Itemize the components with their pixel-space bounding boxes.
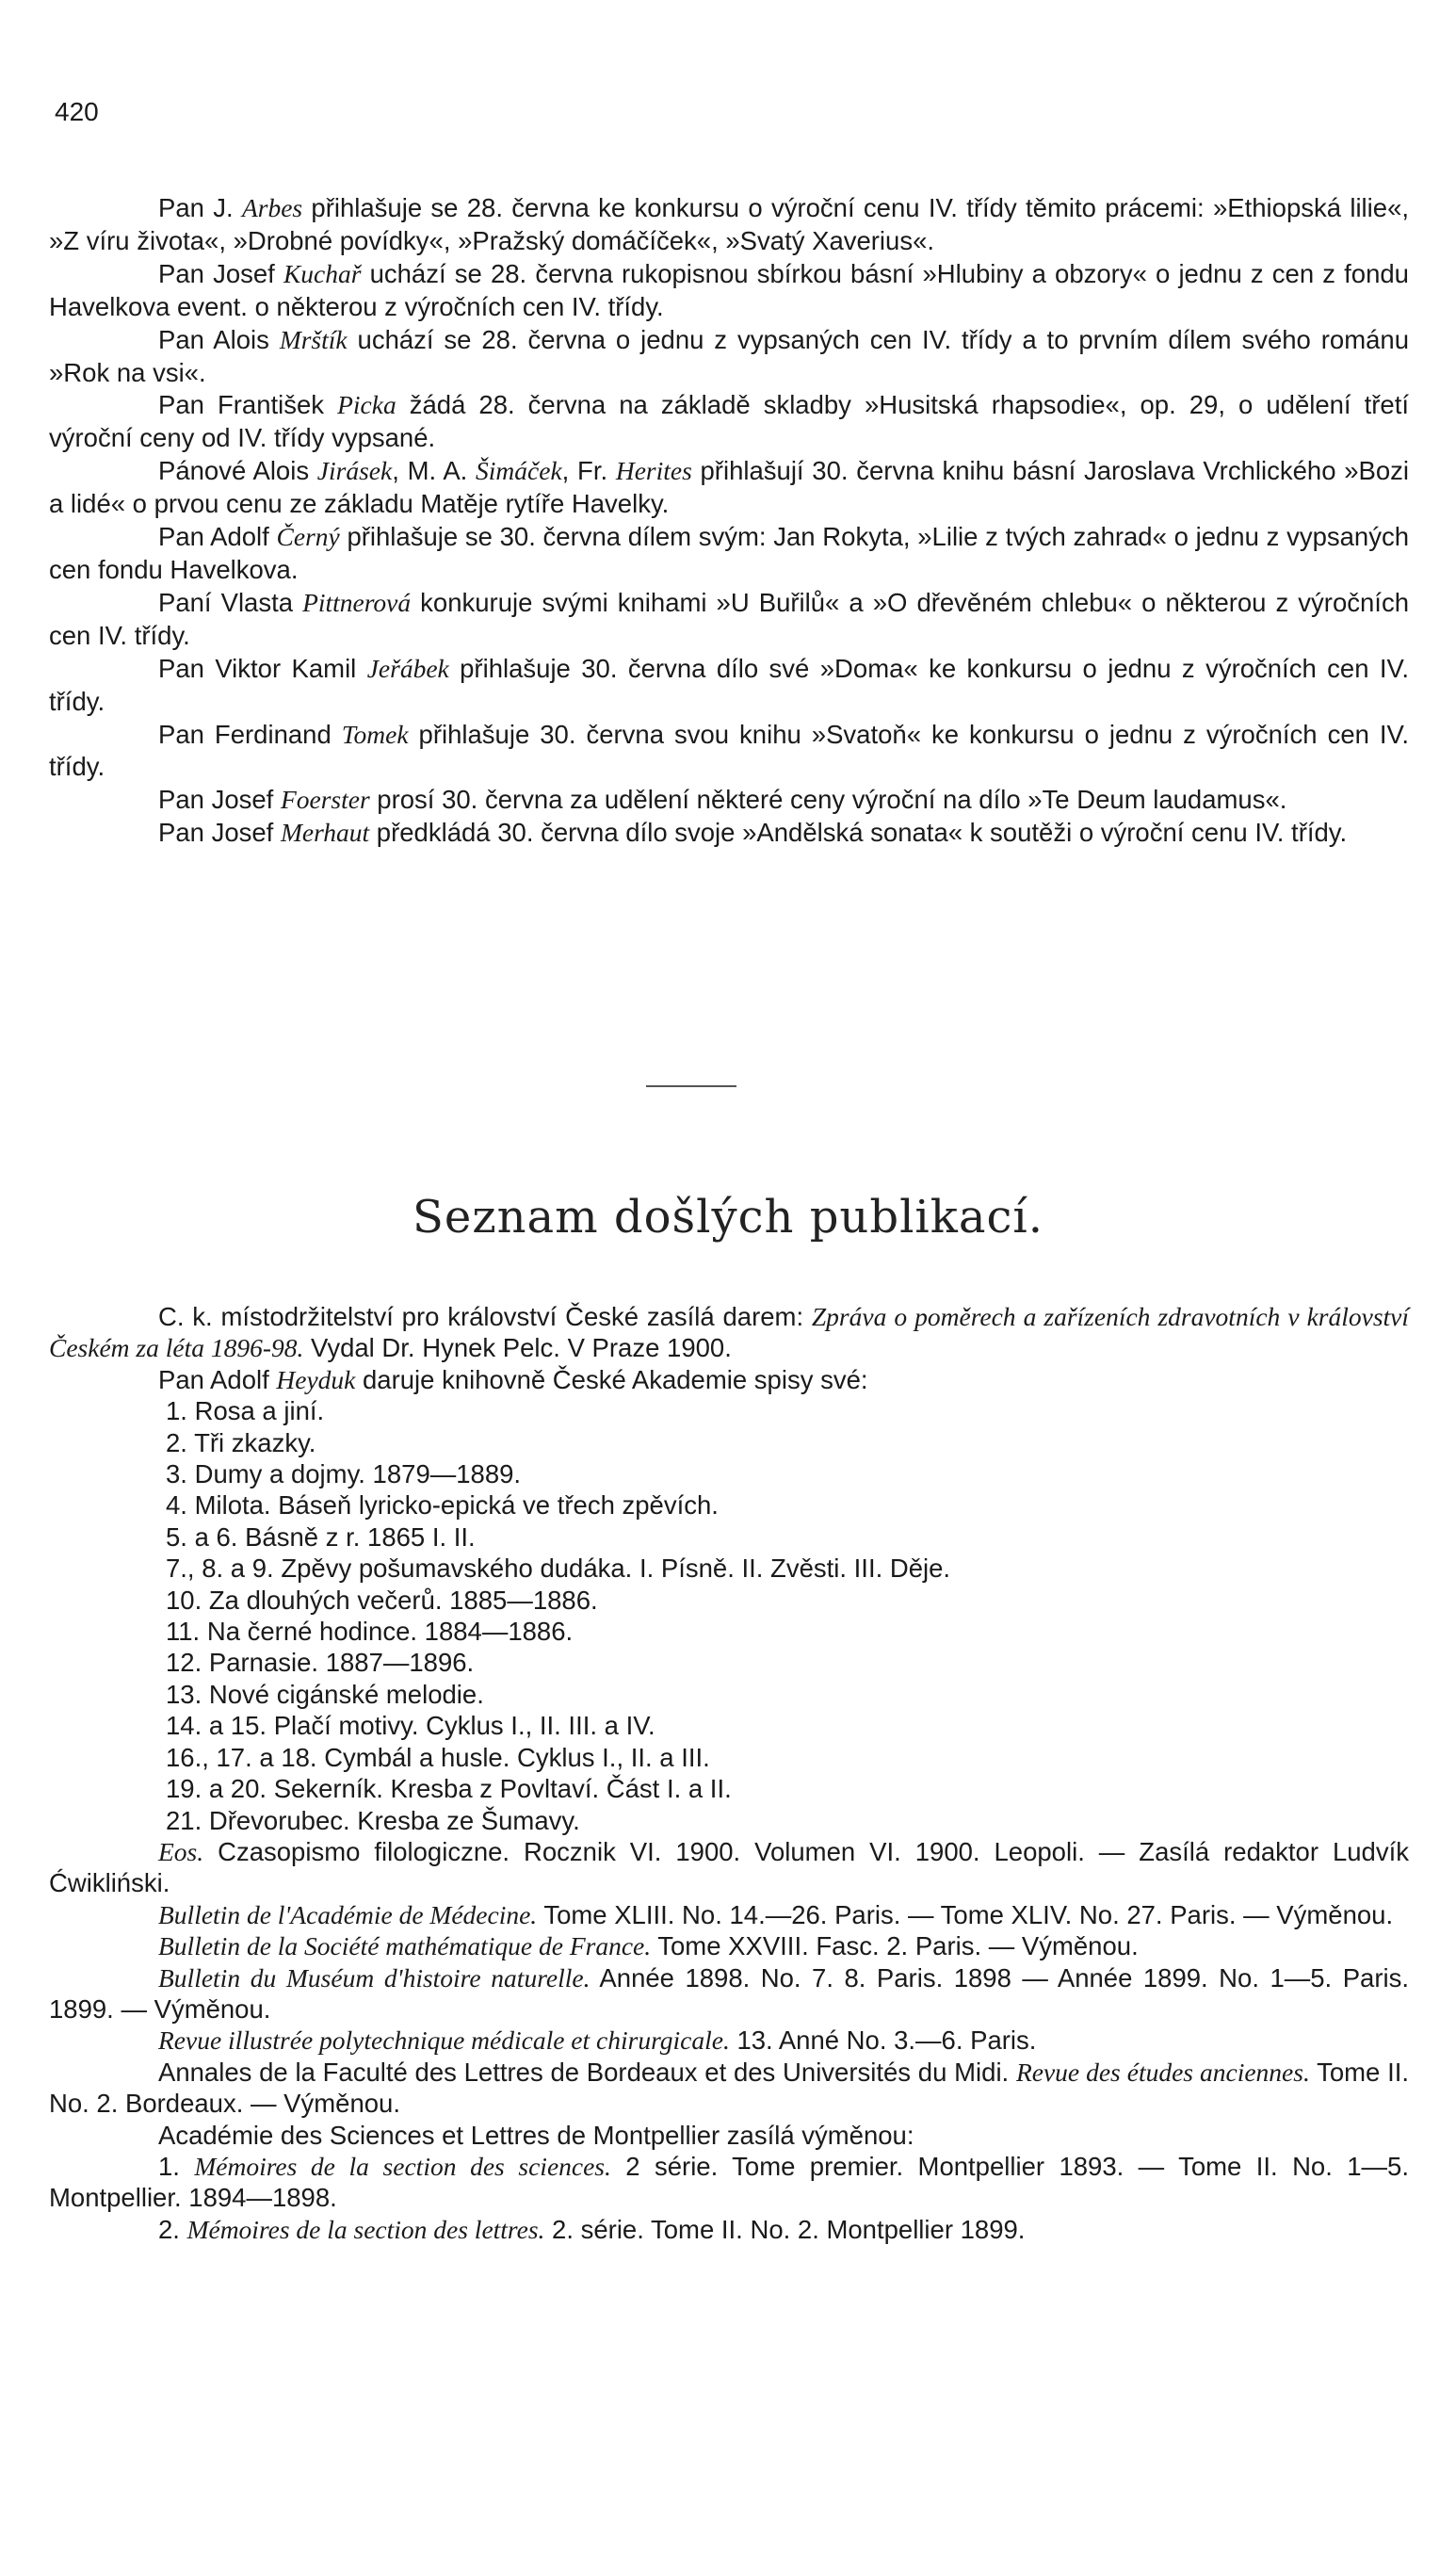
publication-entry [49,1899,1409,1930]
paragraph-text: Tome II. No. 2. Bordeaux. — Výměnou. [49,2057,1409,2119]
italic-title-text: Bulletin de la Société mathématique de France. [158,1931,652,1961]
italic-title-text: Plačí motivy. [273,1711,419,1741]
paragraph-text: 19. a 20. [166,1774,274,1804]
submission-paragraph [49,653,1409,719]
paragraph-text: , M. A. [392,456,477,486]
publication-entry [49,2025,1409,2056]
paragraph-text: uchází se 28. června rukopisnou sbírkou básní »Hlubiny a obzory« o jednu z cen z fondu Havelkova event. o některou z výročních cen IV. třídy. [49,258,1409,321]
paragraph-text: 1885—1886. [442,1585,598,1615]
list-item [49,1395,1409,1426]
italic-title-text: Černý [276,522,340,552]
paragraph-text: 5. a 6. [166,1521,246,1552]
paragraph-text: Pan František [158,390,338,420]
paragraph-text: 13. [166,1679,209,1709]
list-item [49,1805,1409,1836]
submission-paragraph [49,719,1409,785]
paragraph-text: 12. [166,1648,209,1678]
italic-title-text: Tři zkazky. [194,1427,316,1457]
italic-title-text: Foerster [280,785,370,815]
publication-entry [49,1930,1409,1961]
paragraph-text: , Fr. [561,456,616,486]
list-item [49,1489,1409,1521]
list-item [49,1710,1409,1741]
publication-entry [49,2057,1409,2120]
publications-list [49,1836,1409,2245]
italic-title-text: Bulletin du Muséum d'histoire naturelle. [158,1962,590,1993]
paragraph-text: 3. [166,1459,195,1489]
italic-title-text: Kuchař [283,258,362,288]
paragraph-text: Pan Josef [158,818,281,848]
section-divider [646,1085,736,1087]
paragraph-text: prosí 30. června za udělení některé ceny výroční na dílo »Te Deum laudamus«. [369,785,1287,815]
paragraph-text: Pánové Alois [158,456,317,486]
paragraph-text: Académie des Sciences et Lettres de Montpellier zasílá výměnou: [158,2120,914,2150]
paragraph-text: 1879—1889. [364,1459,522,1489]
paragraph-text: 2. [166,1427,195,1457]
list-item [49,1679,1409,1710]
publication-entry [49,2214,1409,2245]
submission-paragraph [49,521,1409,587]
paragraph-text: daruje knihovně České Akademie spisy své: [355,1364,868,1394]
paragraph-text: Paní Vlasta [158,587,303,617]
paragraph-text: Cyklus I., II. III. a IV. [418,1711,655,1741]
paragraph-text: Kresba ze Šumavy. [349,1805,580,1835]
intro-paragraph [49,1301,1409,1364]
submission-paragraph [49,587,1409,653]
submission-paragraph [49,324,1409,390]
italic-title-text: Za dlouhých večerů. [208,1585,443,1615]
submission-paragraph [49,258,1409,324]
paragraph-text: 2. [158,2214,187,2244]
submission-paragraph [49,389,1409,455]
paragraph-text: Tome XLIII. No. 14.—26. Paris. — Tome XLIV. No. 27. Paris. — Výměnou. [537,1899,1394,1929]
paragraph-text: konkuruje svými knihami »U Buřilů« a »O dřevěném chlebu« o některou z výročních cen IV. třídy. [49,587,1409,650]
paragraph-text: 16., 17. a 18. [166,1742,325,1772]
list-item [49,1773,1409,1804]
submission-paragraph [49,455,1409,521]
italic-title-text: Jirásek [316,456,393,486]
paragraph-text: Czasopismo filologiczne. Rocznik VI. 1900. Volumen VI. 1900. Leopoli. — Zasílá redaktor Ludvík Ćwikliński. [49,1836,1409,1898]
paragraph-text: 14. a 15. [166,1711,274,1741]
publication-entry [49,1836,1409,1899]
paragraph-text: předkládá 30. června dílo svoje »Andělská sonata« k soutěži o výroční cenu IV. třídy. [369,818,1348,848]
list-item [49,1427,1409,1458]
submission-paragraph [49,817,1409,850]
paragraph-text: I. Písně. II. Zvěsti. III. Děje. [632,1554,951,1584]
paragraph-text: 1887—1896. [318,1648,475,1678]
italic-title-text: Zpráva o poměrech a zařízeních zdravotních v království Českém za léta 1896-98. [49,1302,1410,1363]
paragraph-text: 2. série. Tome II. No. 2. Montpellier 1899. [544,2214,1026,2244]
list-item [49,1458,1409,1489]
list-item [49,1553,1409,1584]
publication-entry [49,2120,1409,2151]
paragraph-text: 1. [158,2151,195,2181]
paragraph-text: Pan Viktor Kamil [158,653,367,683]
italic-title-text: Dřevorubec. [208,1805,350,1835]
paragraph-text: žádá 28. června na základě skladby »Husitská rhapsodie«, op. 29, o udělení třetí výroční ceny od IV. třídy vypsané. [49,390,1409,453]
paragraph-text: Pan Josef [158,258,283,288]
italic-title-text: Herites [615,456,692,486]
prize-submissions-section [49,192,1409,850]
italic-title-text: Arbes [241,193,303,222]
paragraph-text: 7., 8. a 9. [166,1554,282,1584]
italic-title-text: Básně z r. 1865 [245,1521,426,1552]
paragraph-text: C. k. místodržitelství pro království České zasílá darem: [158,1302,812,1331]
italic-title-text: Šimáček [476,456,562,486]
italic-title-text: Jeřábek [366,653,449,683]
paragraph-text: Pan Alois [158,324,280,354]
paragraph-text: 2 série. Tome premier. Montpellier 1893. — Tome II. No. 1—5. Montpellier. 1894—1898. [49,2151,1409,2213]
italic-title-text: Cymbál a husle. [324,1742,510,1772]
italic-title-text: Picka [337,390,396,420]
italic-title-text: Mémoires de la section des sciences. [194,2151,611,2181]
heyduk-works-list [49,1395,1409,1836]
paragraph-text: uchází se 28. června o jednu z vypsaných cen IV. třídy a to prvním dílem svého románu »Rok na vsi«. [49,324,1409,387]
italic-title-text: Pittnerová [302,587,412,617]
paragraph-text: 4. [166,1490,195,1521]
italic-title-text: Merhaut [280,818,370,848]
italic-title-text: Sekerník. [273,1774,383,1804]
italic-title-text: Eos. [158,1836,204,1866]
intro-paragraph [49,1364,1409,1395]
italic-title-text: Mrštík [279,324,348,354]
paragraph-text: Année 1898. No. 7. 8. Paris. 1898 — Année 1899. No. 1—5. Paris. 1899. — Výměnou. [49,1962,1409,2024]
italic-title-text: Heyduk [276,1364,356,1394]
paragraph-text: 1884—1886. [417,1617,574,1647]
italic-title-text: Parnasie. [208,1648,319,1678]
paragraph-text: přihlašuje se 30. června dílem svým: Jan Rokyta, »Lilie z tvých zahrad« o jednu z vypsaných cen fondu Havelkova. [49,522,1409,584]
paragraph-text: 10. [166,1585,209,1615]
paragraph-text: Pan Josef [158,785,281,815]
paragraph-text: Tome XXVIII. Fasc. 2. Paris. — Výměnou. [651,1931,1139,1961]
italic-title-text: Bulletin de l'Académie de Médecine. [158,1899,538,1929]
italic-title-text: Na černé hodince. [206,1617,418,1647]
list-item [49,1616,1409,1647]
list-item [49,1647,1409,1678]
italic-title-text: Dumy a dojmy. [194,1459,365,1489]
list-item [49,1742,1409,1773]
italic-title-text: Revue illustrée polytechnique médicale et chirurgicale. [158,2025,730,2056]
page-number: 420 [55,97,99,126]
paragraph-text: Pan J. [158,193,242,222]
publication-entry [49,2151,1409,2214]
paragraph-text: Pan Adolf [158,1364,277,1394]
list-item [49,1585,1409,1616]
paragraph-text: Báseň lyricko-epická ve třech zpěvích. [270,1490,719,1521]
paragraph-text: Pan Adolf [158,522,277,552]
italic-title-text: Zpěvy pošumavského dudáka. [281,1554,633,1584]
italic-title-text: Tomek [341,719,409,749]
publications-section [49,1301,1409,2245]
italic-title-text: Revue des études anciennes. [1015,2057,1310,2087]
submission-paragraph [49,192,1409,258]
paragraph-text: 1. [166,1396,195,1426]
publications-intro [49,1301,1409,1395]
section-title: Seznam došlých publikací. [413,1191,1043,1244]
paragraph-text: 21. [166,1805,209,1835]
paragraph-text: Pan Ferdinand [158,719,342,749]
paragraph-text: Vydal Dr. Hynek Pelc. V Praze 1900. [303,1333,732,1363]
paragraph-text: I. II. [425,1521,476,1552]
paragraph-text: Cyklus I., II. a III. [510,1742,710,1772]
paragraph-text: přihlašují 30. června knihu básní Jaroslava Vrchlického »Bozi a lidé« o prvou cenu ze základu Matěje rytíře Havelky. [49,456,1410,519]
paragraph-text: přihlašuje se 28. června ke konkursu o výroční cenu IV. třídy těmito prácemi: »Ethiopská lilie«, »Z víru života«, »Drobné povídky«, »Pražský domáčíček«, »Svatý Xaverius«. [49,193,1410,255]
list-item [49,1521,1409,1553]
paragraph-text: přihlašuje 30. června dílo své »Doma« ke konkursu o jednu z výročních cen IV. třídy. [49,653,1409,716]
paragraph-text: 13. Anné No. 3.—6. Paris. [729,2025,1037,2056]
italic-title-text: Mémoires de la section des lettres. [186,2214,545,2244]
paragraph-text: Kresba z Povltaví. Část I. a II. [382,1774,732,1804]
italic-title-text: Nové cigánské melodie. [208,1679,484,1709]
publication-entry [49,1962,1409,2025]
paragraph-text: přihlašuje 30. června svou knihu »Svatoň« ke konkursu o jednu z výročních cen IV. třídy. [49,719,1409,782]
submission-paragraph [49,784,1409,817]
italic-title-text: Rosa a jiní. [194,1396,325,1426]
paragraph-text: 11. [166,1617,207,1647]
italic-title-text: Milota. [194,1490,271,1521]
paragraph-text: Annales de la Faculté des Lettres de Bordeaux et des Universités du Midi. [158,2057,1016,2087]
